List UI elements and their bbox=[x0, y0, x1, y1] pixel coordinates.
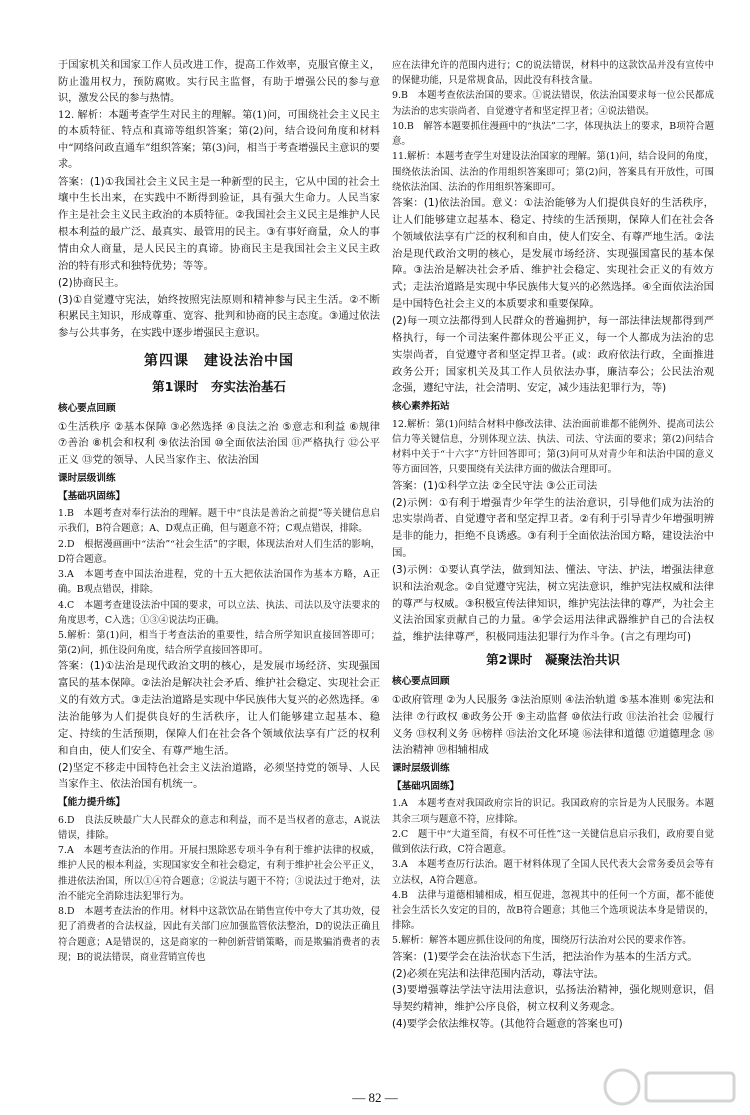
page-number: — 82 — bbox=[352, 1090, 398, 1105]
answer: (2)示例：①有利于增强青少年学生的法治意识，引导他们成为法治的忠实崇尚者、自觉遵守者和坚定捍卫者。②有利于引导青少年增强明辨是非的能力，拒绝不良诱惑。③有利于全面依法治国方略，建设法治中国。 bbox=[392, 496, 714, 560]
answer-part: (3)①自觉遵守宪法，始终按照宪法原则和精神参与民主生活。②不断积累民主知识，形成尊重、宽容、批判和协商的民主态度。③通过依法参与公共事务，在实践中逐步增强民主意识。 bbox=[58, 293, 380, 340]
paragraph: 应在法律允许的范围内进行；C的说法错误，材料中的这款饮品并没有宣传中的保健功能，只是常规食品，因此没有科技含量。 bbox=[392, 60, 714, 87]
answer: (2)每一项立法都得到人民群众的普遍拥护，每一部法律法规都得到严格执行，每一个司法案件都体现公平正义，每一个人都成为法治的忠实崇尚者，自觉遵守者和坚定捍卫者。(或：政府依法行政，全面推进政务公开；国家机关及其工作人员依法办事，廉洁奉公；公民法治观念强，遵纪守法，社会清明、安定，减少违法犯罪行为，等) bbox=[392, 315, 714, 395]
question: 12.解析：第(1)问结合材料中修改法律、法治面前谁都不能例外、提高司法公信力等关键信息，分别体现立法、执法、司法、守法面的要求；第(2)问结合材料中关于“十六字”方针回答即可；第(3)问可从对青少年和法治中国的意义等方面回答，只要围绕有关法律方面的做法合理即可。 bbox=[392, 418, 714, 476]
question: 4.C 本题考查建设法治中国的要求，可以立法、执法、司法以及守法要求的角度思考，C入选；①③④说法均正确。 bbox=[58, 599, 380, 626]
question: 2.C 题干中“大道至简，有权不可任性”这一关键信息启示我们，政府要自觉做到依法行政，C符合题意。 bbox=[392, 828, 714, 856]
question: 6.D 良法反映最广大人民群众的意志和利益，而不是当权者的意志，A说法错误，排除。 bbox=[58, 814, 380, 841]
answer: (4)要学会依法维权等。(其他符合题意的答案也可) bbox=[392, 1018, 623, 1031]
sub-section-heading: 【基础巩固练】 bbox=[58, 490, 126, 502]
answer: (2)坚定不移走中国特色社会主义法治道路，必须坚持党的领导、人民当家作主、依法治国有机统一。 bbox=[58, 761, 380, 791]
watermark-logo bbox=[602, 1065, 742, 1109]
question: 4.B 法律与道德相辅相成，相互促进，忽视其中的任何一个方面，都不能使社会生活长久安定的目的，故B符合题意；其他三个选项说法本身是错误的，排除。 bbox=[392, 889, 714, 932]
section-heading: 核心要点回顾 bbox=[392, 676, 450, 688]
question-12-analysis: 12. 解析：本题考查学生对民主的理解。第(1)问，可围绕社会主义民主的本质特征、特点和真谛等组织答案；第(2)问，结合设问角度和材料中“网络问政直通车”组织答案；第(3)问，相当于考查增强民主意识的要求。 bbox=[58, 109, 380, 171]
question: 3.A 本题考查中国法治进程，党的十五大把依法治国作为基本方略，A正确。B观点错误，排除。 bbox=[58, 569, 380, 596]
question: 7.A 本题考查法治的作用。开展扫黑除恶专项斗争有利于维护法律的权威，维护人民的根本利益，实现国家安全和社会稳定，有利于维护社会公平正义，推进依法治国，所以①④符合题意；②说法与题干不符；③说法过于绝对，法治不能完全消除违法犯罪行为。 bbox=[58, 845, 380, 902]
answer: (3)示例：①要认真学法，做到知法、懂法、守法、护法，增强法律意识和法治观念。②自觉遵守宪法，树立宪法意识，维护宪法权威和法律的尊严与权威。③积极宣传法律知识，维护宪法法律的尊严，为社会主义法治国家贡献自己的力量。④学会运用法律武器维护自己的合法权益，维护法律尊严，积极同违法犯罪行为作斗争。(言之有理均可) bbox=[392, 563, 714, 644]
paragraph: 于国家机关和国家工作人员改进工作，提高工作效率，克服官僚主义，防止滥用权力，预防腐败。实行民主监督，有助于增强公民的参与意识，激发公民的参与热情。 bbox=[58, 60, 380, 105]
question: 1.A 本题考查对我国政府宗旨的识记。我国政府的宗旨是为人民服务。本题其余三项与题意不符，应排除。 bbox=[392, 798, 714, 825]
key-points-list: ①政府管理 ②为人民服务 ③法治原则 ④法治轨道 ⑤基本准则 ⑥宪法和法律 ⑦行政权 ⑧政务公开 ⑨主动监督 ⑩依法行政 ⑪法治社会 ⑫履行义务 ⑬权利义务 ⑭榜样 ⑮法治文化环境 ⑯法律和道德 ⑰道德理念 ⑱法治精神 ⑲相辅相成 bbox=[392, 693, 714, 757]
question-12-answer: 答案：(1)①我国社会主义民主是一种新型的民主，它从中国的社会土壤中生长出来，在实践中不断得到验证，具有强大生命力。人民当家作主是社会主义民主政治的本质特征。②我国社会主义民主是维护人民根本利益的最广泛、最真实、最管用的民主。③有事好商量，众人的事情由众人商量，是人民民主的真谛。协商民主是我国社会主义民主政治的特有形式和独特优势；等等。 bbox=[58, 175, 380, 272]
key-points-list: ①生活秩序 ②基本保障 ③必然选择 ④良法之治 ⑤意志和利益 ⑥规律 ⑦善治 ⑧机会和权利 ⑨依法治国 ⑩全面依法治国 ⑪严格执行 ⑫公平正义 ⑬党的领导、人民当家作主、依法治国 bbox=[58, 420, 380, 467]
answer: 答案：(1)依法治国。意义：①法治能够为人们提供良好的生活秩序，让人们能够建立起基本、稳定、持续的生活预期，保障人们在社会各个领域依法享有广泛的权利和自由，使人们安全、有尊严地生活。②法治是现代政治文明的核心，是发展市场经济、实现强国富民的基本保障。③法治是解决社会矛盾、维护社会稳定、实现社会正义的有效方式；走法治道路是实现中华民族伟大复兴的必然选择。④全面依法治国是中国特色社会主义的本质要求和重要保障。 bbox=[392, 197, 714, 311]
answer: 答案：(1)①科学立法 ②全民守法 ③公正司法 bbox=[392, 479, 598, 492]
section-heading: 课时层级训练 bbox=[392, 763, 450, 775]
question: 11.解析：本题考查学生对建设法治国家的理解。第(1)问，结合设问的角度，围绕依法治国、法治的作用组织答案即可；第(2)问，答案具有开放性，可围绕依法治国、法治的作用组织答案即可。 bbox=[392, 151, 714, 193]
answer-part: (2)协商民主。 bbox=[58, 276, 125, 289]
question: 10.B 解答本题要抓住漫画中的“执法”二字，体现执法上的要求，B项符合题意。 bbox=[392, 120, 714, 148]
right-column bbox=[392, 58, 714, 1033]
answer: (2)必须在宪法和法律范围内活动，尊法守法。 bbox=[392, 967, 605, 980]
section-heading: 核心素养拓站 bbox=[392, 401, 450, 413]
section-heading: 核心要点回顾 bbox=[58, 402, 116, 414]
section-heading: 课时层级训练 bbox=[58, 473, 116, 485]
question: 5.解析：第(1)问，相当于考查法治的重要性，结合所学知识直接回答即可；第(2)问，抓住设问角度，结合所学直接回答即可。 bbox=[58, 629, 380, 657]
class-title: 第1课时 夯实法治基石 bbox=[152, 378, 286, 394]
answer: 答案：(1)要学会在法治状态下生活，把法治作为基本的生活方式。 bbox=[392, 950, 698, 963]
question: 2.D 根据漫画画中“法治”“社会生活”的字眼，体现法治对人们生活的影响，D符合题意。 bbox=[58, 538, 380, 565]
question: 3.A 本题考查厉行法治。题干材料体现了全国人民代表大会常务委员会等有立法权，A符合题意。 bbox=[392, 859, 714, 886]
sub-section-heading: 【能力提升练】 bbox=[58, 797, 126, 809]
question: 9.B 本题考查依法治国的要求。①说法错误，依法治国要求每一位公民都成为法治的忠实崇尚者、自觉遵守者和坚定捍卫者；④说法错误。 bbox=[392, 90, 714, 117]
sub-section-heading: 【基础巩固练】 bbox=[392, 780, 460, 792]
answer: (3)要增强尊法学法守法用法意识，弘扬法治精神，强化规则意识，倡导契约精神，维护公序良俗，树立权利义务观念。 bbox=[392, 984, 714, 1014]
answer: 答案：(1)①法治是现代政治文明的核心，是发展市场经济、实现强国富民的基本保障。②法治是解决社会矛盾、维护社会稳定、实现社会正义的有效方式。③走法治道路是实现中华民族伟大复兴的必然选择。④法治能够为人们提供良好的生活秩序，让人们能够建立起基本、稳定、持续的生活预期，保障人们在社会各个领域依法享有广泛的权利和自由，使人们安全、有尊严地生活。 bbox=[58, 660, 380, 757]
left-column bbox=[58, 58, 380, 965]
class-title: 第2课时 凝聚法治共识 bbox=[486, 652, 620, 668]
question: 5.解析：解答本题应抓住设问的角度，围绕厉行法治对公民的要求作答。 bbox=[392, 935, 692, 947]
question: 8.D 本题考查法治的作用。材料中这款饮品在销售宣传中夸大了其功效，侵犯了消费者的合法权益，因此有关部门应加强监管依法整治，D的说法正确且符合题意；A是错误的，这是商家的一种创新营销策略，而是欺骗消费者的表现；B的说法错误，商业营销宣传也 bbox=[58, 906, 380, 963]
lesson-title: 第四课 建设法治中国 bbox=[144, 353, 294, 370]
question: 1.B 本题考查对奉行法治的理解。题干中“良法是善治之前提”等关键信息启示我们，B符合题意；A、D观点正确，但与题意不符；C观点错误，排除。 bbox=[58, 508, 380, 535]
